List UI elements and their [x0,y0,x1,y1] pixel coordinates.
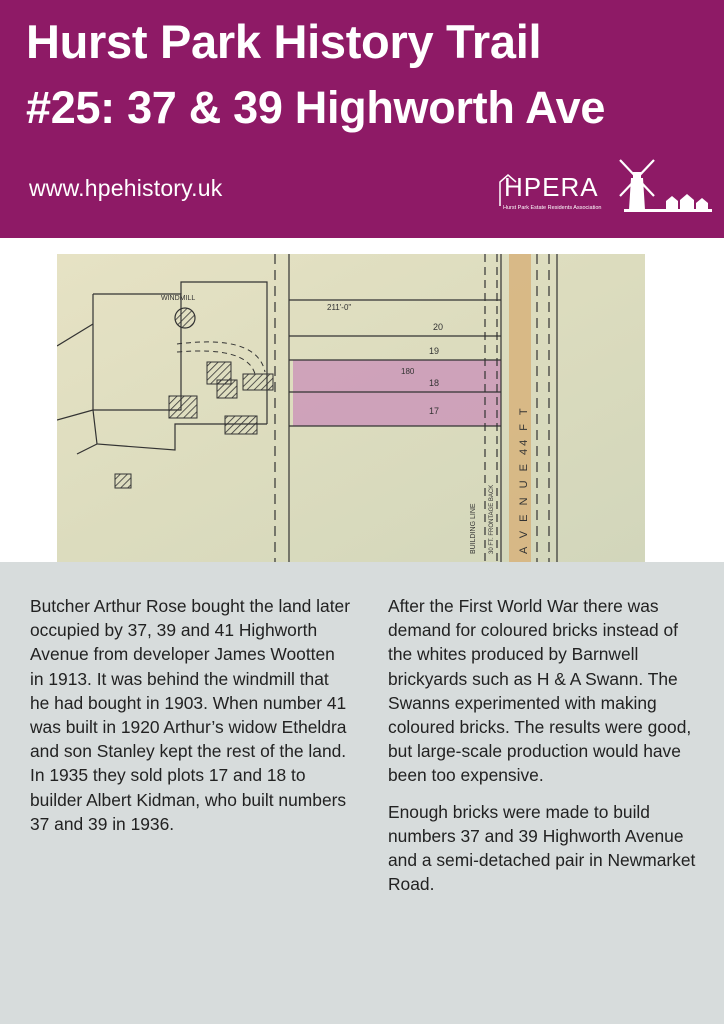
logo-text: HPERA [504,172,599,202]
page-subtitle: #25: 37 & 39 Highworth Ave [26,82,606,133]
right-paragraph-1: After the First World War there was demand for coloured bricks instead of the whites produced by Barnwell brickyards such as H & A Swann. The Swanns experimented with making coloured bricks. The results were good, but large-scale production would have been too expensive. [388,596,692,786]
left-paragraph: Butcher Arthur Rose bought the land later occupied by 37, 39 and 41 Highworth Avenue from developer James Wootten in 1913. It was behind the windmill that he had bought in 1903. When number 41 was built in 1920 Arthur’s widow Etheldra and son Stanley kept the rest of the land. In 1935 they sold plots 17 and 18 to builder Albert Kidman, who built numbers 37 and 39 in 1936. [30,596,350,834]
map-label-windmill: WINDMILL [161,295,196,302]
map-label-plot-18: 18 [429,378,440,388]
map-label-frontage: 30 FT. FRONTAGE BACK [489,484,495,554]
logo-subtitle: Hurst Park Estate Residents Association [503,205,602,211]
map-label-plot-18-width: 180 [401,367,415,376]
hpera-logo [496,170,606,216]
map-label-building-line: BUILDING LINE [470,503,477,554]
left-column [30,594,350,848]
map-label-road: A V E N U E 44 F T [518,405,530,554]
historic-plot-map [57,254,645,562]
windmill-icon [614,156,712,218]
map-label-plot-19: 19 [429,346,440,356]
right-column [388,594,698,908]
header-banner [0,0,724,238]
page-title: Hurst Park History Trail [26,15,542,68]
map-label-dimension: 211'-0" [327,303,352,312]
text-section [0,562,724,1024]
right-paragraph-2: Enough bricks were made to build numbers 37 and 39 Highworth Avenue and a semi-detached pair in Newmarket Road. [388,801,696,895]
map-section [0,238,724,562]
website-link[interactable]: www.hpehistory.uk [29,175,223,201]
map-label-plot-17: 17 [429,406,440,416]
map-label-plot-20: 20 [433,322,444,332]
